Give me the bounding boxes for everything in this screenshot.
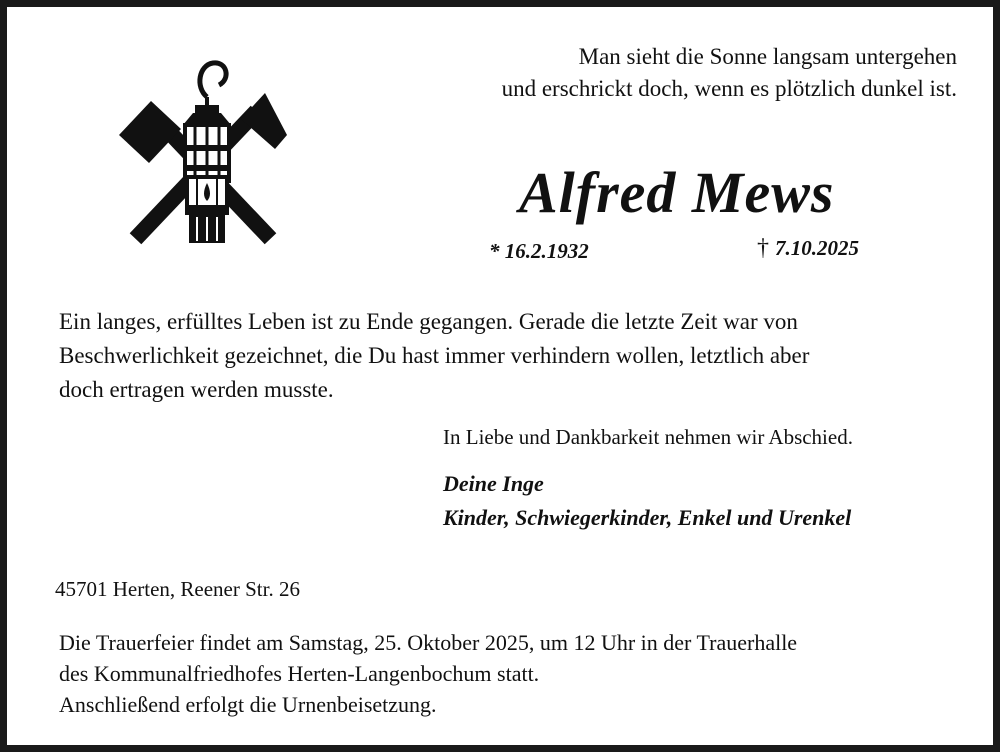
funeral-service-info (59, 627, 979, 720)
deceased-name: Alfred Mews (519, 160, 835, 225)
quote-line: und erschrickt doch, wenn es plötzlich dunkel ist. (501, 76, 957, 101)
message-line: doch ertragen werden musste. (59, 377, 334, 402)
birth-date: * 16.2.1932 (489, 239, 589, 263)
mourner-line: Deine Inge (443, 471, 544, 496)
mourners (443, 467, 851, 535)
message-line: Ein langes, erfülltes Leben ist zu Ende gegangen. Gerade die letzte Zeit war von (59, 309, 798, 334)
farewell-line: In Liebe und Dankbarkeit nehmen wir Abschied. (443, 425, 853, 449)
death-date: 7.10.2025 (775, 236, 859, 260)
quote-line: Man sieht die Sonne langsam untergehen (578, 44, 957, 69)
death-date-group (757, 235, 859, 262)
mining-hammer-lamp-icon (115, 57, 291, 247)
cross-icon: † (757, 235, 769, 261)
message-line: Beschwerlichkeit gezeichnet, die Du hast immer verhindern wollen, letztlich aber (59, 343, 810, 368)
service-line: Anschließend erfolgt die Urnenbeisetzung. (59, 692, 437, 717)
opening-quote (502, 41, 957, 105)
obituary-message (59, 305, 979, 407)
service-line: Die Trauerfeier findet am Samstag, 25. Oktober 2025, um 12 Uhr in der Trauerhalle (59, 630, 798, 655)
service-line: des Kommunalfriedhofes Herten-Langenbochum statt. (59, 661, 540, 686)
family-address: 45701 Herten, Reener Str. 26 (55, 577, 300, 601)
mourner-line: Kinder, Schwiegerkinder, Enkel und Urenkel (443, 505, 852, 530)
